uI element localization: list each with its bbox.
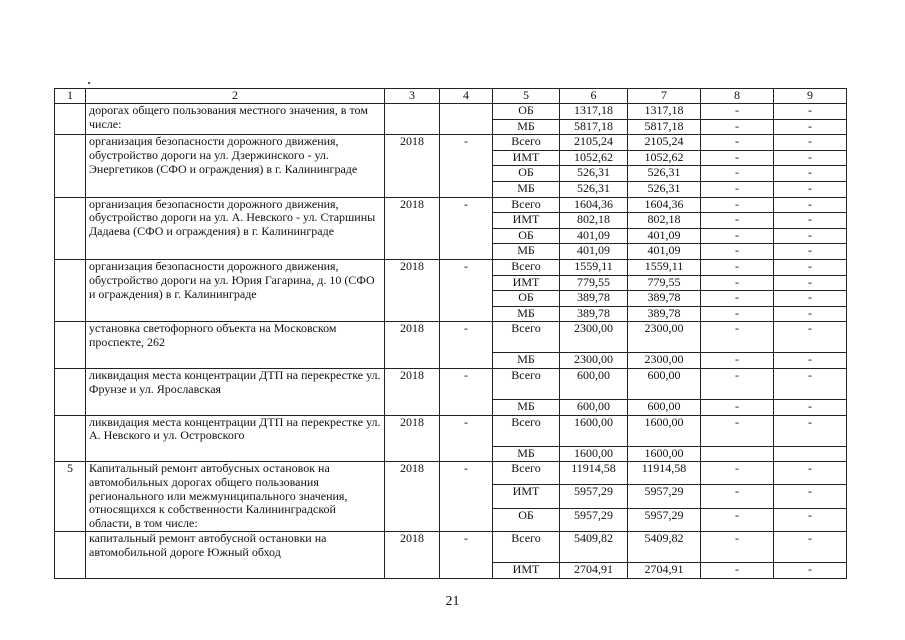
value-col8: - [701,485,774,508]
amount-col6: 401,09 [560,244,628,260]
funding-source: ОБ [493,228,560,244]
value-col9: - [774,532,847,563]
item-number [55,415,86,462]
column-number: 8 [701,89,774,104]
funding-source: Всего [493,197,560,213]
amount-col7: 5817,18 [628,119,701,135]
funding-source: ИМТ [493,150,560,166]
value-col8: - [701,228,774,244]
value-col8: - [701,135,774,151]
amount-col7: 600,00 [628,399,701,415]
value-col9: - [774,368,847,399]
value-col9: - [774,244,847,260]
budget-table-body [55,89,847,579]
amount-col6: 389,78 [560,306,628,322]
amount-col7: 600,00 [628,368,701,399]
amount-col7: 802,18 [628,213,701,229]
item-year: 2018 [385,462,440,532]
amount-col6: 5409,82 [560,532,628,563]
column-number: 4 [440,89,493,104]
amount-col7: 1600,00 [628,446,701,462]
value-col8: - [701,368,774,399]
funding-source: ИМТ [493,563,560,579]
item-description: организация безопасности дорожного движения, обустройство дороги на ул. А. Невского - ул. Старшины Дадаева (СФО и ограждения) в г. Калининграде [86,197,385,259]
table-row [55,322,847,353]
item-description: установка светофорного объекта на Московском проспекте, 262 [86,322,385,369]
value-col8: - [701,508,774,531]
funding-source: МБ [493,119,560,135]
value-col8: - [701,322,774,353]
funding-source: Всего [493,462,560,485]
funding-source: ИМТ [493,275,560,291]
value-col9: - [774,322,847,353]
table-row [55,104,847,120]
value-col9: - [774,306,847,322]
table-row [55,197,847,213]
item-year: 2018 [385,259,440,321]
value-col9: - [774,119,847,135]
funding-source: ОБ [493,291,560,307]
item-description: ликвидация места концентрации ДТП на перекрестке ул. А. Невского и ул. Островского [86,415,385,462]
amount-col7: 1559,11 [628,259,701,275]
value-col8: - [701,462,774,485]
amount-col6: 1604,36 [560,197,628,213]
item-year: 2018 [385,197,440,259]
item-year [385,104,440,135]
item-number: 5 [55,462,86,532]
table-row [55,415,847,446]
column-number-row [55,89,847,104]
item-description: дорогах общего пользования местного значения, в том числе: [86,104,385,135]
amount-col7: 401,09 [628,244,701,260]
value-col8: - [701,532,774,563]
value-col9: - [774,228,847,244]
item-col4: - [440,322,493,369]
item-col4: - [440,197,493,259]
amount-col7: 5409,82 [628,532,701,563]
funding-source: Всего [493,135,560,151]
funding-source: ИМТ [493,213,560,229]
item-year: 2018 [385,415,440,462]
item-number [55,104,86,135]
amount-col7: 526,31 [628,166,701,182]
amount-col6: 1600,00 [560,415,628,446]
funding-source: Всего [493,259,560,275]
funding-source: МБ [493,306,560,322]
value-col8: - [701,353,774,369]
item-number [55,368,86,415]
amount-col7: 11914,58 [628,462,701,485]
funding-source: Всего [493,415,560,446]
value-col9: - [774,399,847,415]
amount-col7: 1604,36 [628,197,701,213]
value-col9: - [774,508,847,531]
item-description: Капитальный ремонт автобусных остановок на автомобильных дорогах общего пользования регионального или межмуниципального значения, относящихся к собственности Калининградской области, в том числе: [86,462,385,532]
budget-table [54,88,847,579]
value-col8: - [701,306,774,322]
item-number [55,259,86,321]
value-col9: - [774,275,847,291]
column-number: 1 [55,89,86,104]
amount-col6: 2105,24 [560,135,628,151]
value-col8: - [701,104,774,120]
item-year: 2018 [385,368,440,415]
value-col9: - [774,181,847,197]
value-col9: - [774,166,847,182]
amount-col6: 526,31 [560,166,628,182]
value-col8: - [701,563,774,579]
amount-col7: 389,78 [628,306,701,322]
item-year: 2018 [385,322,440,369]
amount-col6: 5957,29 [560,485,628,508]
table-row [55,135,847,151]
amount-col6: 1052,62 [560,150,628,166]
value-col9: - [774,291,847,307]
amount-col7: 2105,24 [628,135,701,151]
amount-col7: 2300,00 [628,322,701,353]
item-col4: - [440,415,493,462]
amount-col6: 1317,18 [560,104,628,120]
funding-source: МБ [493,181,560,197]
amount-col6: 526,31 [560,181,628,197]
item-description: организация безопасности дорожного движения, обустройство дороги на ул. Юрия Гагарина, д. 10 (СФО и ограждения) в г. Калининграде [86,259,385,321]
amount-col6: 1559,11 [560,259,628,275]
value-col9 [774,446,847,462]
amount-col6: 1600,00 [560,446,628,462]
item-col4: - [440,259,493,321]
item-col4: - [440,368,493,415]
value-col9: - [774,150,847,166]
item-col4: - [440,135,493,197]
item-year: 2018 [385,135,440,197]
value-col8: - [701,197,774,213]
amount-col6: 11914,58 [560,462,628,485]
funding-source: ОБ [493,104,560,120]
amount-col7: 401,09 [628,228,701,244]
value-col9: - [774,462,847,485]
amount-col6: 401,09 [560,228,628,244]
amount-col6: 389,78 [560,291,628,307]
funding-source: МБ [493,399,560,415]
amount-col7: 779,55 [628,275,701,291]
item-description: организация безопасности дорожного движения, обустройство дороги на ул. Дзержинского - ул. Энергетиков (СФО и ограждения) в г. Калининграде [86,135,385,197]
funding-source: МБ [493,446,560,462]
value-col9: - [774,135,847,151]
funding-source: ИМТ [493,485,560,508]
funding-source: ОБ [493,508,560,531]
value-col8: - [701,213,774,229]
value-col8: - [701,119,774,135]
amount-col6: 2300,00 [560,353,628,369]
column-number: 3 [385,89,440,104]
amount-col7: 1317,18 [628,104,701,120]
value-col9: - [774,213,847,229]
value-col9: - [774,259,847,275]
amount-col6: 802,18 [560,213,628,229]
amount-col7: 1600,00 [628,415,701,446]
item-description: ликвидация места концентрации ДТП на перекрестке ул. Фрунзе и ул. Ярославская [86,368,385,415]
item-col4: - [440,462,493,532]
funding-source: Всего [493,368,560,399]
amount-col6: 2300,00 [560,322,628,353]
amount-col7: 389,78 [628,291,701,307]
funding-source: Всего [493,532,560,563]
value-col8: - [701,275,774,291]
value-col8: - [701,399,774,415]
value-col9: - [774,415,847,446]
amount-col7: 5957,29 [628,508,701,531]
amount-col6: 600,00 [560,368,628,399]
column-number: 6 [560,89,628,104]
column-number: 7 [628,89,701,104]
amount-col7: 526,31 [628,181,701,197]
column-number: 2 [86,89,385,104]
value-col9: - [774,197,847,213]
table-row [55,532,847,563]
value-col9: - [774,485,847,508]
amount-col6: 2704,91 [560,563,628,579]
funding-source: ОБ [493,166,560,182]
amount-col6: 779,55 [560,275,628,291]
item-col4: - [440,532,493,579]
item-description: капитальный ремонт автобусной остановки на автомобильной дороге Южный обход [86,532,385,579]
value-col8: - [701,244,774,260]
amount-col6: 600,00 [560,399,628,415]
value-col8: - [701,291,774,307]
table-row [55,368,847,399]
value-col9: - [774,104,847,120]
table-row [55,462,847,485]
value-col8: - [701,166,774,182]
table-row [55,259,847,275]
scan-speck [88,82,90,84]
amount-col7: 5957,29 [628,485,701,508]
amount-col7: 1052,62 [628,150,701,166]
item-number [55,197,86,259]
item-year: 2018 [385,532,440,579]
item-number [55,322,86,369]
value-col8: - [701,259,774,275]
amount-col7: 2704,91 [628,563,701,579]
funding-source: Всего [493,322,560,353]
value-col8: - [701,181,774,197]
column-number: 9 [774,89,847,104]
value-col8: - [701,150,774,166]
value-col9: - [774,353,847,369]
column-number: 5 [493,89,560,104]
value-col8 [701,446,774,462]
amount-col6: 5957,29 [560,508,628,531]
value-col8: - [701,415,774,446]
funding-source: МБ [493,353,560,369]
item-col4 [440,104,493,135]
item-number [55,135,86,197]
amount-col7: 2300,00 [628,353,701,369]
funding-source: МБ [493,244,560,260]
item-number [55,532,86,579]
amount-col6: 5817,18 [560,119,628,135]
value-col9: - [774,563,847,579]
page-number: 21 [445,594,460,609]
